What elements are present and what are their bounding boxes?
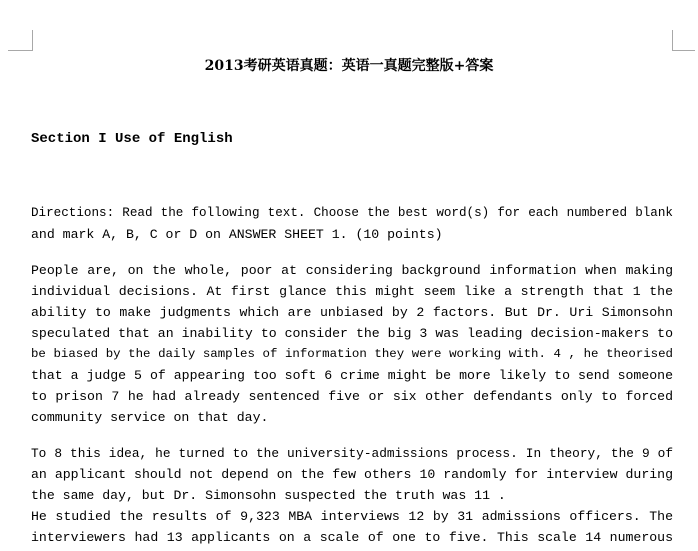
paragraph-line: People are, on the whole, poor at considering background information when making (31, 263, 673, 278)
paragraph-line: Directions: Read the following text. Choose the best word(s) for each numbered blank (31, 206, 673, 220)
paragraph-line: the same day, but Dr. Simonsohn suspected the truth was 11 . (31, 488, 506, 503)
paragraph-line: individual decisions. At first glance this might seem like a strength that 1 the (31, 284, 673, 299)
paragraph-line: interviewers had 13 applicants on a scale of one to five. This scale 14 numerous (31, 530, 673, 545)
paragraph-line: be biased by the daily samples of information they were working with. 4 , he theorised (31, 347, 673, 361)
paragraph-line: an applicant should not depend on the few others 10 randomly for interview during (31, 467, 673, 482)
paragraph-line: community service on that day. (31, 410, 269, 425)
passage-paragraph-2 (31, 443, 673, 548)
paragraph-line: To 8 this idea, he turned to the university-admissions process. In theory, the 9 of (31, 446, 673, 461)
section-heading: Section I Use of English (31, 131, 233, 147)
paragraph-line: and mark A, B, C or D on ANSWER SHEET 1. (10 points) (31, 227, 443, 242)
paragraph-line: that a judge 5 of appearing too soft 6 crime might be more likely to send someone (31, 368, 673, 383)
passage-paragraph-1 (31, 260, 673, 428)
margin-corner-mark-right (672, 30, 695, 51)
paragraph-line: speculated that an inability to consider the big 3 was leading decision-makers to (31, 326, 673, 341)
paragraph-line: to prison 7 he had already sentenced five or six other defendants only to forced (31, 389, 673, 404)
document-title: 2013考研英语真题：英语一真题完整版+答案 (204, 58, 494, 74)
margin-corner-mark-left (8, 30, 33, 51)
paragraph-line: ability to make judgments which are unbiased by 2 factors. But Dr. Uri Simonsohn (31, 305, 673, 320)
directions-paragraph (31, 203, 673, 245)
paragraph-line: He studied the results of 9,323 MBA interviews 12 by 31 admissions officers. The (31, 509, 673, 524)
